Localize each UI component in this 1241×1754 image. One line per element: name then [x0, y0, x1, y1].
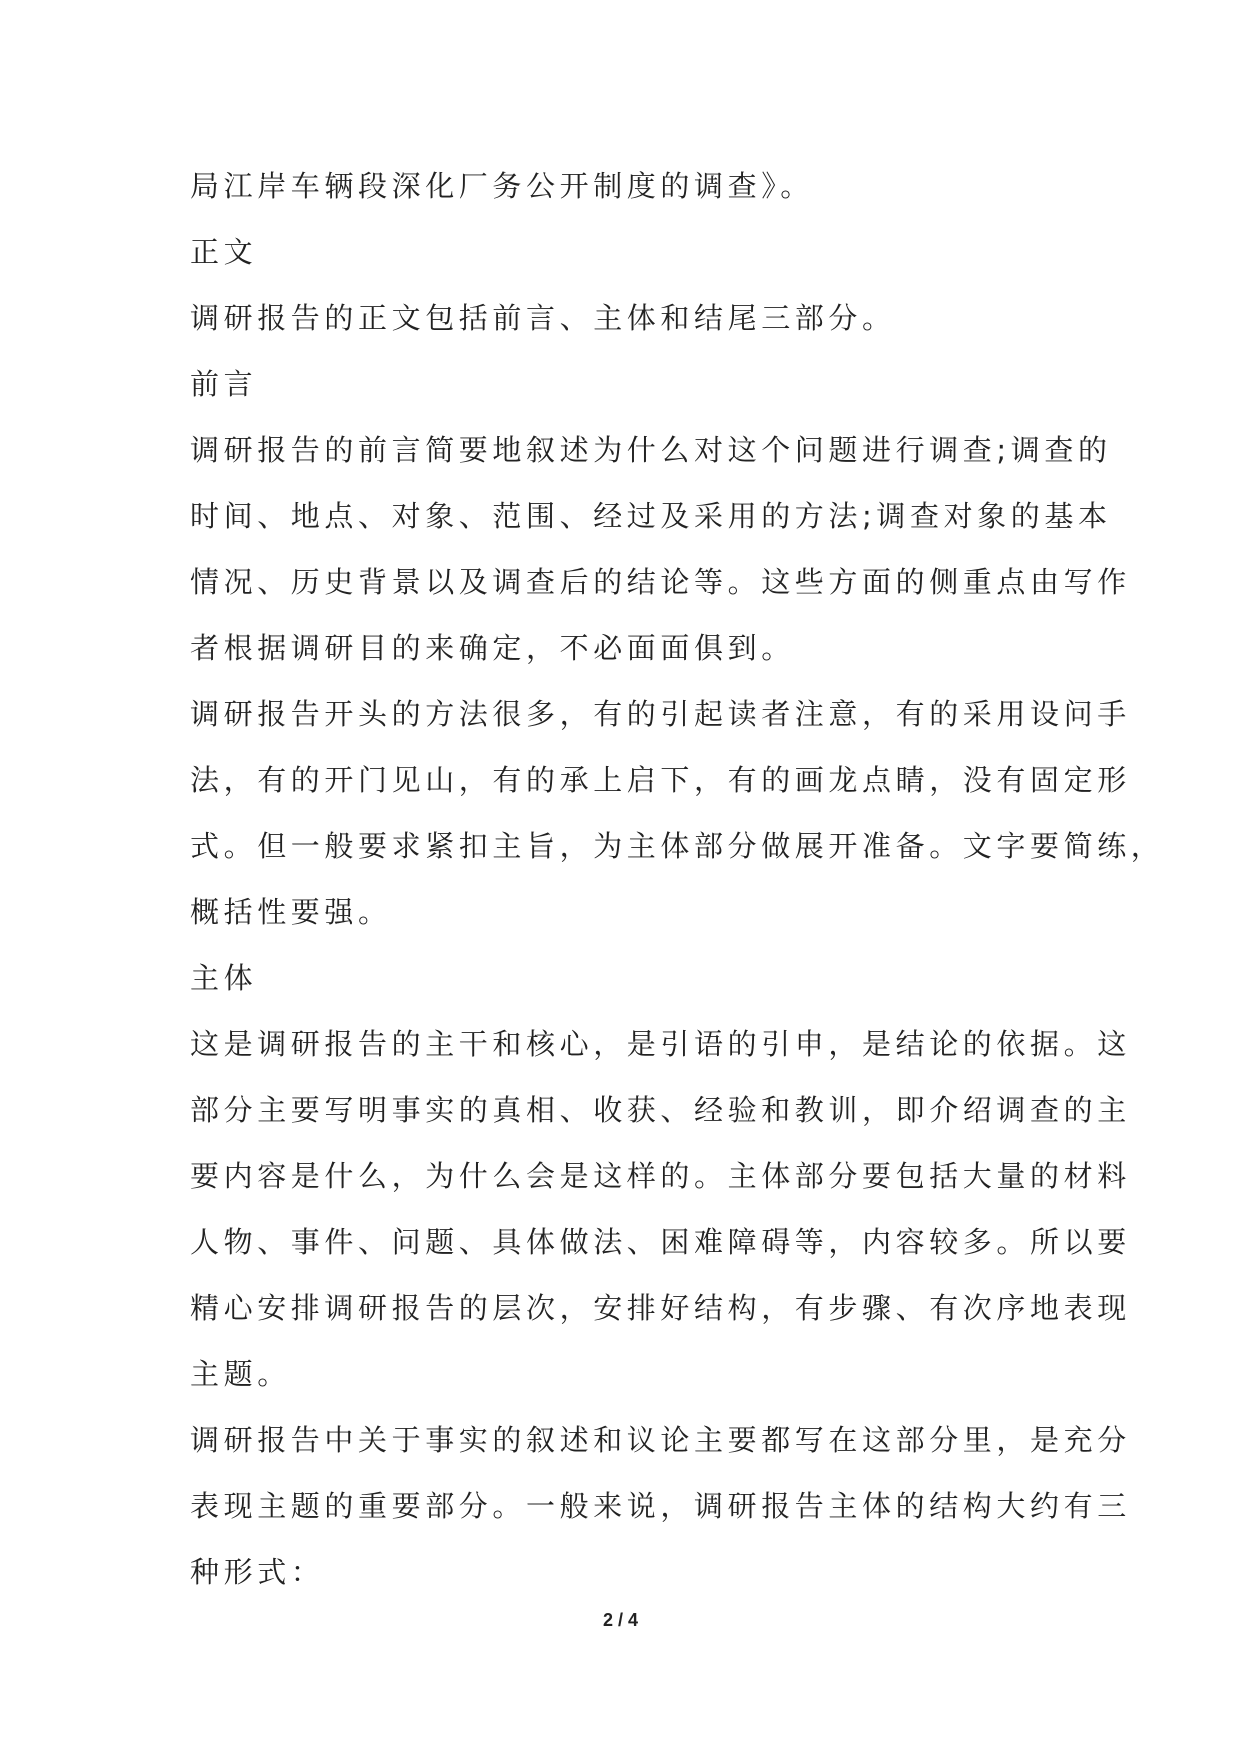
- body-text: [190, 153, 1165, 1605]
- text-line: 者根据调研目的来确定，不必面面俱到。: [190, 631, 795, 665]
- text-line: 精心安排调研报告的层次，安排好结构，有步骤、有次序地表现: [190, 1291, 1131, 1325]
- text-line: 调研报告中关于事实的叙述和议论主要都写在这部分里，是充分: [190, 1423, 1131, 1457]
- text-line: 这是调研报告的主干和核心，是引语的引申，是结论的依据。这: [190, 1027, 1131, 1061]
- text-line: 局江岸车辆段深化厂务公开制度的调查》。: [190, 169, 814, 203]
- text-line: 式。但一般要求紧扣主旨，为主体部分做展开准备。文字要简练，: [190, 829, 1165, 863]
- section-heading-qianyan: 前言: [190, 367, 258, 401]
- text-line: 时间、地点、对象、范围、经过及采用的方法;调查对象的基本: [190, 499, 1112, 533]
- section-heading-zhengwen: 正文: [190, 235, 258, 269]
- text-line: 调研报告的正文包括前言、主体和结尾三部分。: [190, 301, 896, 335]
- text-line: 调研报告的前言简要地叙述为什么对这个问题进行调查;调查的: [190, 433, 1112, 467]
- text-line: 表现主题的重要部分。一般来说，调研报告主体的结构大约有三: [190, 1489, 1131, 1523]
- page-number: 2 / 4: [602, 1610, 639, 1630]
- text-line: 人物、事件、问题、具体做法、困难障碍等，内容较多。所以要: [190, 1225, 1131, 1259]
- text-line: 概括性要强。: [190, 895, 392, 929]
- text-line: 法，有的开门见山，有的承上启下，有的画龙点睛，没有固定形: [190, 763, 1131, 797]
- section-heading-zhuti: 主体: [190, 961, 258, 995]
- text-line: 情况、历史背景以及调查后的结论等。这些方面的侧重点由写作: [190, 565, 1131, 599]
- text-line: 要内容是什么，为什么会是这样的。主体部分要包括大量的材料: [190, 1159, 1131, 1193]
- text-line: 种形式：: [190, 1555, 325, 1589]
- text-line: 主题。: [190, 1357, 291, 1391]
- text-line: 部分主要写明事实的真相、收获、经验和教训，即介绍调查的主: [190, 1093, 1131, 1127]
- text-line: 调研报告开头的方法很多，有的引起读者注意，有的采用设问手: [190, 697, 1131, 731]
